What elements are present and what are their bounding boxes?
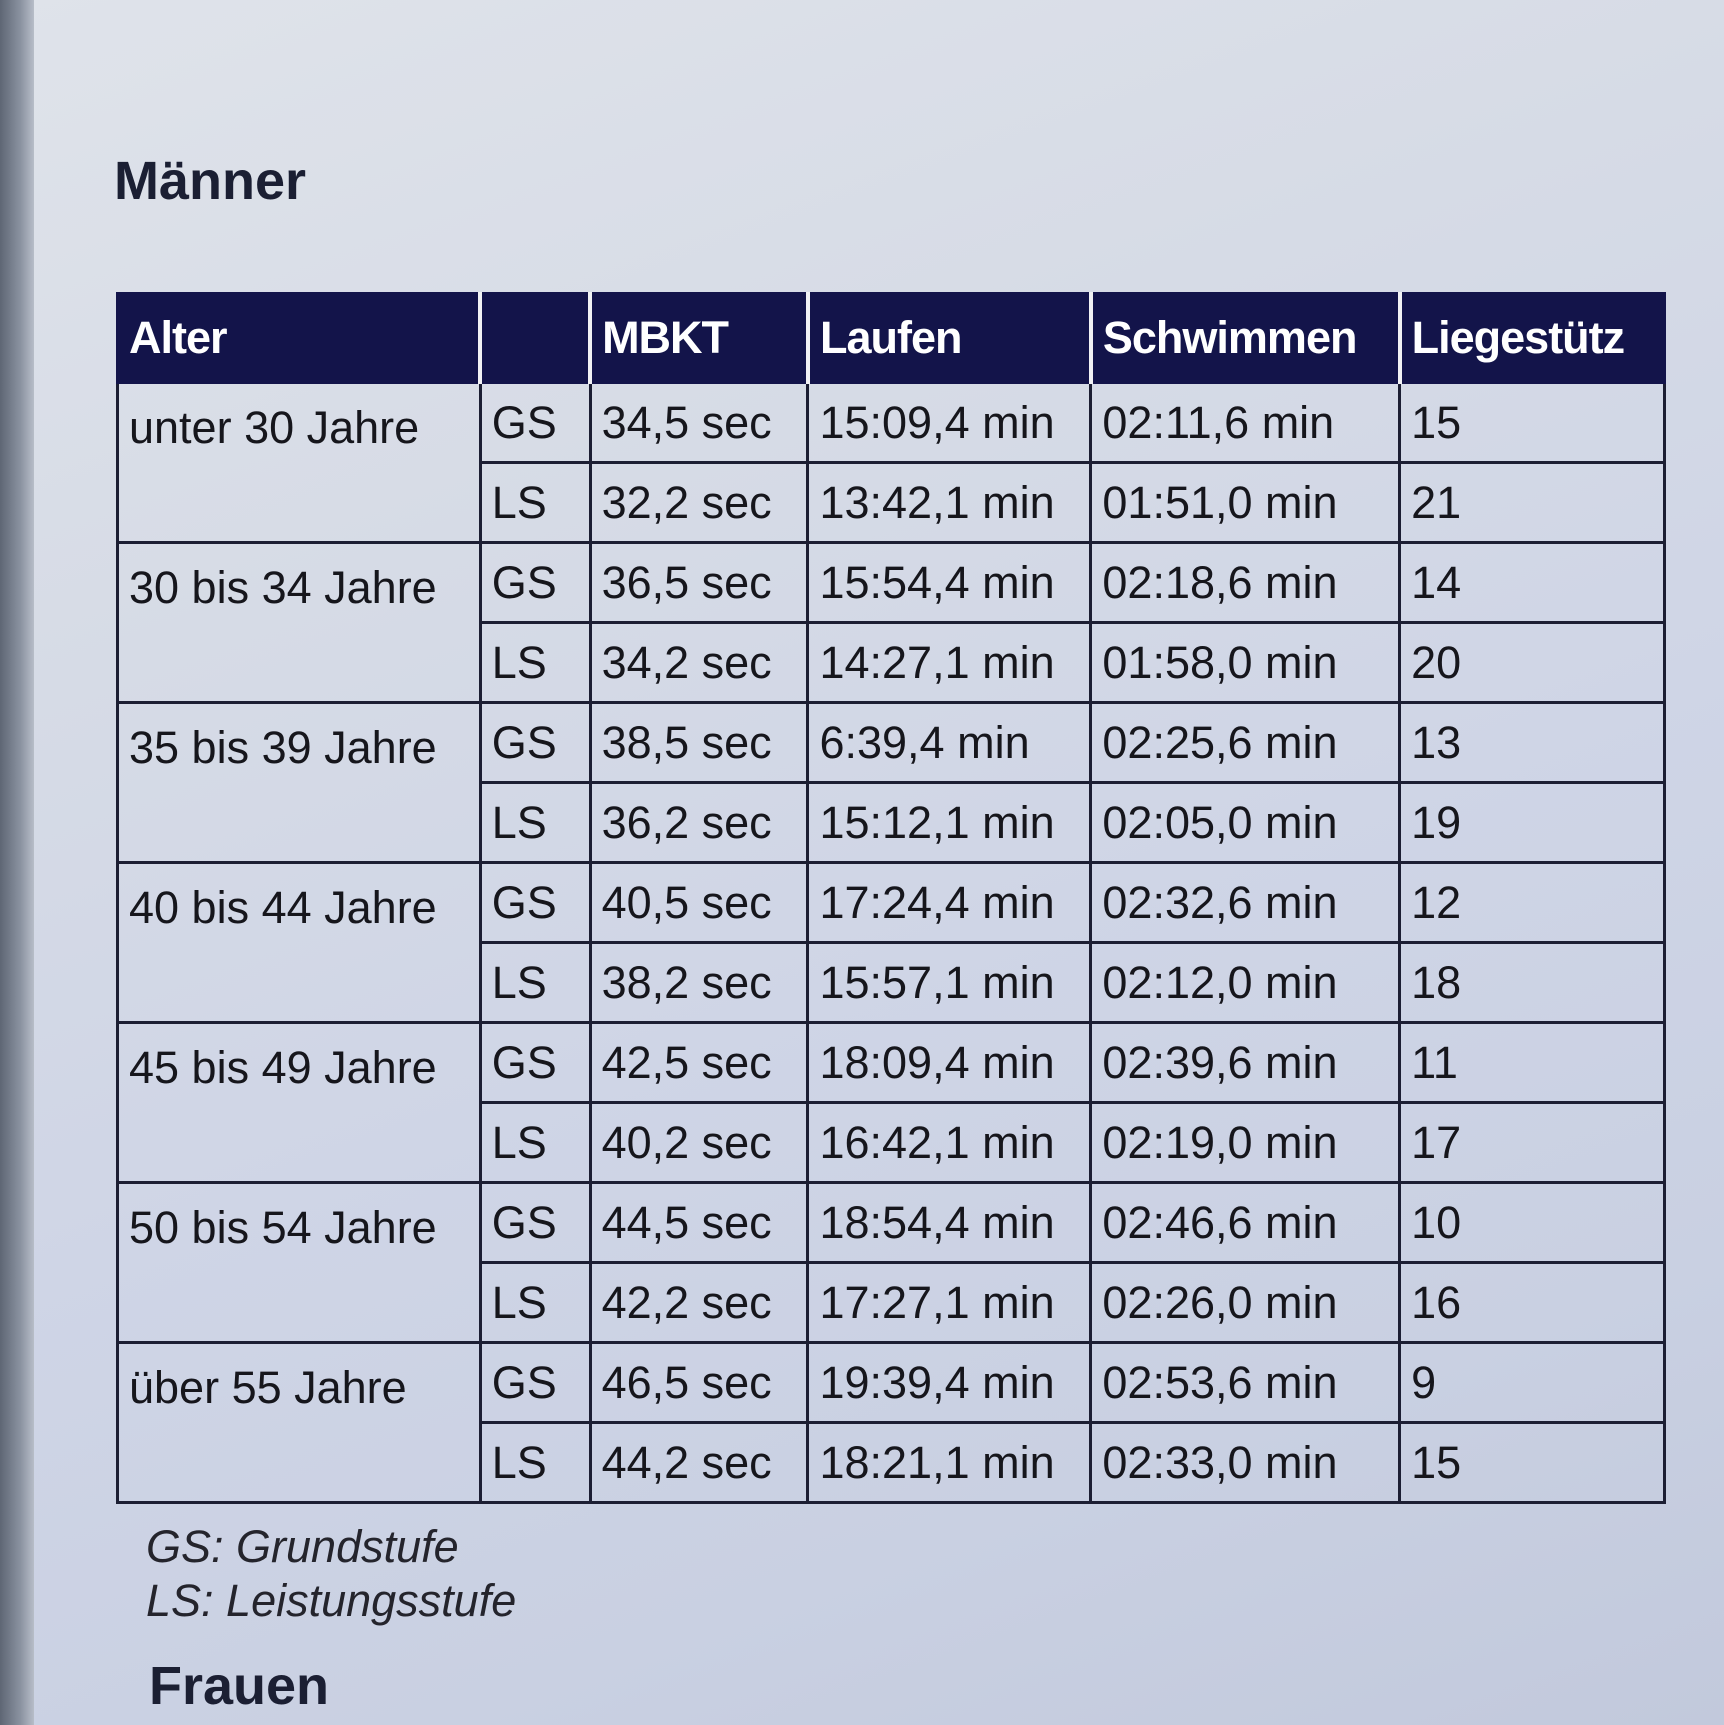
schwimmen-cell: 02:05,0 min: [1091, 783, 1400, 863]
liegestuetz-cell: 10: [1400, 1183, 1665, 1263]
men-results-table: [116, 292, 1666, 1504]
liegestuetz-cell: 13: [1400, 703, 1665, 783]
mbkt-cell: 46,5 sec: [590, 1343, 808, 1423]
liegestuetz-cell: 18: [1400, 943, 1665, 1023]
schwimmen-cell: 02:18,6 min: [1091, 543, 1400, 623]
laufen-cell: 17:24,4 min: [808, 863, 1091, 943]
legend-gs: GS: Grundstufe: [146, 1521, 459, 1572]
mbkt-cell: 40,2 sec: [590, 1103, 808, 1183]
men-heading: Männer: [114, 151, 307, 211]
laufen-cell: 16:42,1 min: [808, 1103, 1091, 1183]
mbkt-cell: 36,2 sec: [590, 783, 808, 863]
schwimmen-cell: 02:39,6 min: [1091, 1023, 1400, 1103]
women-heading: Frauen: [149, 1656, 330, 1716]
schwimmen-cell: 02:11,6 min: [1091, 383, 1400, 463]
legend-ls: LS: Leistungsstufe: [146, 1575, 517, 1626]
screen-bezel: [0, 0, 34, 1725]
age-group-cell: 35 bis 39 Jahre: [118, 703, 481, 863]
laufen-cell: 19:39,4 min: [808, 1343, 1091, 1423]
level-cell: LS: [480, 463, 590, 543]
liegestuetz-cell: 15: [1400, 383, 1665, 463]
mbkt-cell: 32,2 sec: [590, 463, 808, 543]
level-cell: LS: [480, 943, 590, 1023]
liegestuetz-cell: 16: [1400, 1263, 1665, 1343]
level-cell: GS: [480, 383, 590, 463]
age-group-cell: 30 bis 34 Jahre: [118, 543, 481, 703]
laufen-cell: 15:54,4 min: [808, 543, 1091, 623]
laufen-cell: 18:09,4 min: [808, 1023, 1091, 1103]
liegestuetz-cell: 21: [1400, 463, 1665, 543]
mbkt-cell: 38,2 sec: [590, 943, 808, 1023]
table-row: [118, 1183, 1665, 1263]
mbkt-cell: 36,5 sec: [590, 543, 808, 623]
laufen-cell: 17:27,1 min: [808, 1263, 1091, 1343]
laufen-cell: 15:57,1 min: [808, 943, 1091, 1023]
mbkt-cell: 42,5 sec: [590, 1023, 808, 1103]
table-row: [118, 863, 1665, 943]
liegestuetz-cell: 9: [1400, 1343, 1665, 1423]
level-cell: GS: [480, 543, 590, 623]
schwimmen-cell: 02:46,6 min: [1091, 1183, 1400, 1263]
liegestuetz-cell: 14: [1400, 543, 1665, 623]
age-group-cell: 45 bis 49 Jahre: [118, 1023, 481, 1183]
schwimmen-cell: 02:33,0 min: [1091, 1423, 1400, 1503]
header-alter: Alter: [118, 294, 481, 383]
table-row: [118, 1023, 1665, 1103]
mbkt-cell: 44,2 sec: [590, 1423, 808, 1503]
schwimmen-cell: 02:19,0 min: [1091, 1103, 1400, 1183]
age-group-cell: 40 bis 44 Jahre: [118, 863, 481, 1023]
laufen-cell: 15:12,1 min: [808, 783, 1091, 863]
mbkt-cell: 34,5 sec: [590, 383, 808, 463]
header-laufen: Laufen: [808, 294, 1091, 383]
schwimmen-cell: 02:25,6 min: [1091, 703, 1400, 783]
level-cell: LS: [480, 623, 590, 703]
table-row: [118, 543, 1665, 623]
header-schwimmen: Schwimmen: [1091, 294, 1400, 383]
level-cell: LS: [480, 783, 590, 863]
liegestuetz-cell: 17: [1400, 1103, 1665, 1183]
table-row: [118, 1343, 1665, 1423]
level-cell: LS: [480, 1263, 590, 1343]
liegestuetz-cell: 11: [1400, 1023, 1665, 1103]
level-cell: GS: [480, 1023, 590, 1103]
liegestuetz-cell: 20: [1400, 623, 1665, 703]
age-group-cell: unter 30 Jahre: [118, 383, 481, 543]
level-cell: LS: [480, 1423, 590, 1503]
schwimmen-cell: 02:32,6 min: [1091, 863, 1400, 943]
laufen-cell: 13:42,1 min: [808, 463, 1091, 543]
schwimmen-cell: 01:51,0 min: [1091, 463, 1400, 543]
age-group-cell: 50 bis 54 Jahre: [118, 1183, 481, 1343]
header-level: [480, 294, 590, 383]
schwimmen-cell: 02:12,0 min: [1091, 943, 1400, 1023]
laufen-cell: 18:21,1 min: [808, 1423, 1091, 1503]
liegestuetz-cell: 19: [1400, 783, 1665, 863]
mbkt-cell: 38,5 sec: [590, 703, 808, 783]
liegestuetz-cell: 15: [1400, 1423, 1665, 1503]
laufen-cell: 18:54,4 min: [808, 1183, 1091, 1263]
level-cell: GS: [480, 703, 590, 783]
header-mbkt: MBKT: [590, 294, 808, 383]
document-page: [34, 0, 1724, 1725]
age-group-cell: über 55 Jahre: [118, 1343, 481, 1503]
mbkt-cell: 40,5 sec: [590, 863, 808, 943]
table-body: [118, 383, 1665, 1503]
mbkt-cell: 42,2 sec: [590, 1263, 808, 1343]
schwimmen-cell: 01:58,0 min: [1091, 623, 1400, 703]
mbkt-cell: 34,2 sec: [590, 623, 808, 703]
laufen-cell: 14:27,1 min: [808, 623, 1091, 703]
table-header-row: [118, 294, 1665, 383]
level-cell: LS: [480, 1103, 590, 1183]
level-cell: GS: [480, 863, 590, 943]
legend: [146, 1520, 516, 1628]
header-liegestuetz: Liegestütz: [1400, 294, 1665, 383]
table-row: [118, 703, 1665, 783]
liegestuetz-cell: 12: [1400, 863, 1665, 943]
level-cell: GS: [480, 1343, 590, 1423]
table-row: [118, 383, 1665, 463]
mbkt-cell: 44,5 sec: [590, 1183, 808, 1263]
laufen-cell: 15:09,4 min: [808, 383, 1091, 463]
laufen-cell: 6:39,4 min: [808, 703, 1091, 783]
schwimmen-cell: 02:26,0 min: [1091, 1263, 1400, 1343]
schwimmen-cell: 02:53,6 min: [1091, 1343, 1400, 1423]
level-cell: GS: [480, 1183, 590, 1263]
